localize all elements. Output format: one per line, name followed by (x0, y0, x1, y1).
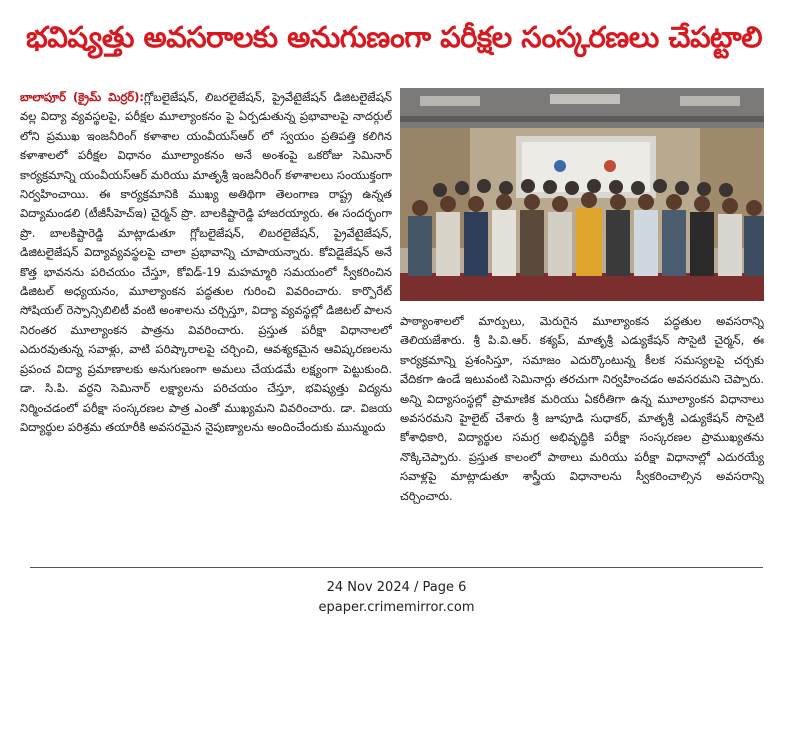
article-text-right: పాఠ్యాంశాలలో మార్పులు, మెరుగైన మూల్యాంకన పద్ధతుల అవసరాన్ని తెలియజేశారు. శ్రీ పి.వి.ఆర్. కశ్యప్, మాతృశ్రీ ఎడ్యుకేషన్ సొసైటి చైర్మన్, ఈ కార్యక్రమాన్ని ప్రశంసిస్తూ, సమాజం ఎదుర్కొంటున్న కీలక సమస్యలపై చర్చకు వేదికగా ఉండే ఇటువంటి సెమినార్లు తరచుగా నిర్వహించడం అవసరమని చెప్పారు. అన్ని విద్యాసంస్థల్లో ప్రామాణిక మరియు ఏకరీతిగా ఉన్న మూల్యాంకన విధానాలు అవసరమని హైలైట్ చేశారు శ్రీ జూపూడి సుధాకర్, మాతృశ్రీ ఎడ్యుకేషన్ సొసైటి కోశాధికారి, విద్యార్థుల సమగ్ర అభివృద్ధికి పరీక్షా సంస్కరణల ప్రాముఖ్యతను నొక్కిచెప్పారు. ప్రస్తుత కాలంలో పాఠాలు మరియు పరీక్షా విధానాల్లో ఎదురయ్యే సవాళ్లపై మాట్లాడుతూ శాస్త్రీయ విధానాలను స్వీకరించాల్సిన అవసరాన్ని చర్చించారు. (400, 314, 764, 503)
headline: భవిష్యత్తు అవసరాలకు అనుగుణంగా పరీక్షల సంస్కరణలు చేపట్టాలి (25, 20, 763, 54)
article-left-column (20, 88, 392, 558)
group-photo-illustration (400, 88, 764, 301)
article-text-left: గ్లోబలైజేషన్, లిబరలైజేషన్, ప్రైవేటైజేషన్ డిజిటలైజేషన్ వల్ల విద్యా వ్యవస్థలపై, పరీక్షల మూల్యాంకనం పై ఏర్పడుతున్న ప్రభావాలపై నాదర్గుల్ లోని ప్రముఖ ఇంజనీరింగ్ కళాశాల యంవీయస్ఆర్ లో స్వయం ప్రతిపత్తి కలిగిన కళాశాలలో పరీక్షల విధానం మూల్యాంకనం అనే అంశంపై ఒకరోజు సెమినార్ కార్యక్రమాన్ని యంవీయస్ఆర్ మరియు మాతృశ్రీ ఇంజనీరింగ్ కళాశాలలు సంయుక్తంగా నిర్వహించాయి. ఈ కార్యక్రమానికి ముఖ్య అతిథిగా తెలంగాణ రాష్ట్ర ఉన్నత విద్యామండలి (టీజీసీహెచ్ఇ) చైర్మన్ ప్రొ. బాలకిష్టారెడ్డి హాజరయ్యారు. ఈ సందర్భంగా ప్రొ. బాలకిష్టారెడ్డి మాట్లాడుతూ గ్లోబలైజేషన్, లిబరలైజేషన్, ప్రైవేటైజేషన్, డిజిటలైజేషన్ విద్యావ్యవస్థలపై చాలా ప్రభావాన్ని చూపాయన్నారు. కోవిడైజేషన్ అనే కొత్త భావనను పరిచయం చేస్తూ, కోవిడ్-19 మహమ్మారి సమయంలో స్వీకరించిన డిజిటల్ అధ్యయనం, మూల్యాంకన పద్ధతుల గురించి వివరించారు. కార్పొరేట్ సోషియల్ రెస్పాన్సిబిలిటీ వంటి అంశాలను చర్చిస్తూ, విద్యా వ్యవస్థల్లో డిజిటల్ పాలన నిరంతర మూల్యాంకన పాత్రను వివరించారు. ప్రస్తుత పరీక్షా విధానాలలో ఎదురవుతున్న సవాళ్లు, వాటి పరిష్కారాలపై చర్చించి, ఆవశ్యకమైన ఆవిష్కరణలను ప్రపంచ విద్యా ప్రమాణాలకు అనుగుణంగా అమలు చేయడమే లక్ష్యంగా పెట్టుకుంది. డా. సి.పి. వర్ధని సెమినార్ లక్ష్యాలను పరిచయం చేస్తూ, భవిష్యత్తు విద్యను నిర్మించడంలో పరీక్షా సంస్కరణల పాత్ర ఎంతో ముఖ్యమని వివరించారు. డా. విజయ విద్యార్థుల పరిశ్రమ తయారీకి అవసరమైన నైపుణ్యాలను అందించేందుకు మున్ముందు (20, 90, 392, 434)
seminar-group-photo (400, 88, 764, 301)
dateline: బాలాపూర్ (క్రైమ్ మిర్రర్): (20, 90, 144, 104)
page-info: 24 Nov 2024 / Page 6 (326, 580, 467, 595)
footer-divider (30, 567, 763, 568)
source-site: epaper.crimemirror.com (318, 600, 475, 615)
article-right-column (400, 312, 764, 562)
article-body-left (20, 88, 392, 437)
